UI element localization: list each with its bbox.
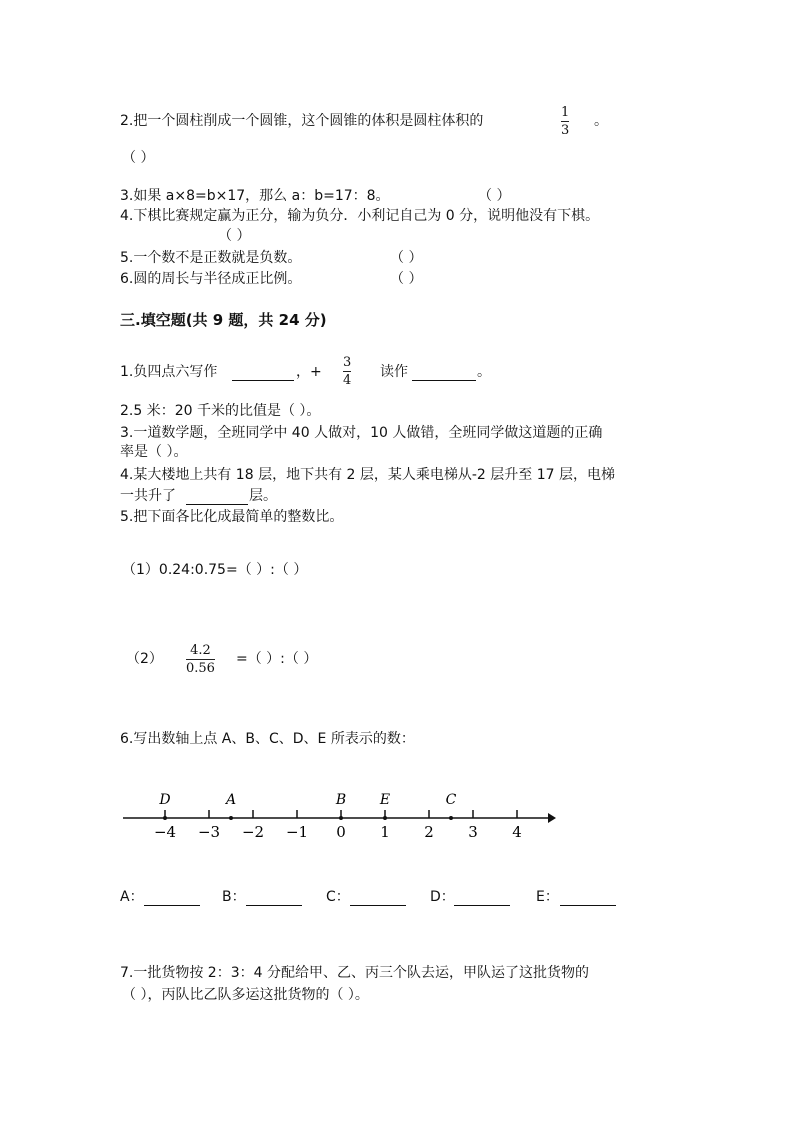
fraction-numerator: 1 <box>561 105 570 120</box>
fill-q1-blank-1[interactable] <box>232 366 294 381</box>
fill-q5-part2-rest: =（ ）:（ ） <box>236 651 318 667</box>
fraction-denominator: 4 <box>343 373 352 388</box>
fill-q4-line2-a: 一共升了 <box>120 488 176 504</box>
fraction-denominator: 3 <box>561 123 570 138</box>
number-line-tick-label: −3 <box>197 823 221 841</box>
number-line-point <box>383 816 387 820</box>
fraction-bar <box>186 659 215 660</box>
fill-q1-part-b: ，+ <box>296 364 322 380</box>
point-answer-label: A： <box>120 889 144 905</box>
point-answer-label: C： <box>326 889 350 905</box>
judge-q2-text: 2.把一个圆柱削成一个圆锥，这个圆锥的体积是圆柱体积的 <box>120 113 484 129</box>
fill-q5-text: 5.把下面各比化成最简单的整数比。 <box>120 509 344 525</box>
fill-q1-end: 。 <box>477 364 491 380</box>
point-answer-blank[interactable] <box>560 891 616 906</box>
number-line-arrow <box>548 813 556 823</box>
fill-q5-part2-fraction <box>186 643 215 676</box>
fill-q7-line1: 7.一批货物按 2：3：4 分配给甲、乙、丙三个队去运，甲队运了这批货物的 <box>120 965 589 981</box>
number-line-tick-label: −2 <box>241 823 265 841</box>
judge-q2-end: 。 <box>594 113 608 129</box>
judge-q3-text: 3.如果 a×8=b×17，那么 a：b=17：8。 <box>120 188 390 204</box>
fraction-numerator: 3 <box>343 355 352 370</box>
fill-q1-fraction <box>343 355 351 388</box>
judge-q6-paren[interactable]: （ ） <box>390 271 423 287</box>
fill-q5-part1: （1）0.24:0.75=（ ）:（ ） <box>122 562 308 578</box>
fill-q4-line1: 4.某大楼地上共有 18 层，地下共有 2 层，某人乘电梯从-2 层升至 17 层，电梯 <box>120 467 616 483</box>
number-line-point <box>163 816 167 820</box>
number-line-tick-label: −1 <box>285 823 309 841</box>
fill-q6-text: 6.写出数轴上点 A、B、C、D、E 所表示的数： <box>120 731 415 747</box>
point-answer-label: D： <box>430 889 455 905</box>
judge-q2-fraction <box>561 105 569 138</box>
number-line-tick-label: 1 <box>380 823 390 841</box>
point-answer-blank[interactable] <box>144 891 200 906</box>
point-answer-blank[interactable] <box>350 891 406 906</box>
number-line-point-label: B <box>335 792 347 808</box>
judge-q6-text: 6.圆的周长与半径成正比例。 <box>120 271 302 287</box>
judge-q4-paren[interactable]: （ ） <box>218 228 251 244</box>
fill-q1-blank-2[interactable] <box>412 366 476 381</box>
number-line-point-label: A <box>225 792 237 808</box>
judge-q3-paren[interactable]: （ ） <box>478 188 511 204</box>
fill-q3-line1: 3.一道数学题，全班同学中 40 人做对，10 人做错，全班同学做这道题的正确 <box>120 425 603 441</box>
point-answer-blank[interactable] <box>246 891 302 906</box>
fill-q5-part2-label: （2） <box>126 651 163 667</box>
fill-q3-line2: 率是（ ）。 <box>120 444 188 460</box>
fill-q4-blank[interactable] <box>186 490 248 505</box>
fraction-bar <box>561 121 569 122</box>
number-line-point-label: C <box>445 792 457 808</box>
number-line-point <box>449 816 453 820</box>
point-answer-label: B： <box>222 889 246 905</box>
fill-q1-part-c: 读作 <box>380 364 408 380</box>
number-line-point <box>339 816 343 820</box>
number-line-tick-label: −4 <box>153 823 177 841</box>
number-line-tick-label: 2 <box>424 823 434 841</box>
fill-q1-part-a: 1.负四点六写作 <box>120 364 218 380</box>
judge-q4-text: 4.下棋比赛规定赢为正分，输为负分．小利记自己为 0 分，说明他没有下棋。 <box>120 208 600 224</box>
number-line-tick-label: 0 <box>336 823 346 841</box>
section-title: 三.填空题(共 9 题，共 24 分) <box>120 311 327 329</box>
number-line-tick-label: 3 <box>468 823 478 841</box>
judge-q2-paren[interactable]: （ ） <box>122 150 155 166</box>
number-line-point <box>229 816 233 820</box>
number-line-point-label: E <box>379 792 391 808</box>
fraction-numerator: 4.2 <box>190 643 211 658</box>
number-line-point-label: D <box>159 792 171 808</box>
fill-q7-line2: （ ），丙队比乙队多运这批货物的（ ）。 <box>122 987 369 1003</box>
fill-q2-text: 2.5 米：20 千米的比值是（ ）。 <box>120 403 321 419</box>
fraction-bar <box>343 371 351 372</box>
number-line-tick-label: 4 <box>512 823 522 841</box>
point-answer-blank[interactable] <box>454 891 510 906</box>
number-line <box>0 780 794 860</box>
fill-q4-line2-b: 层。 <box>249 488 277 504</box>
fraction-denominator: 0.56 <box>186 661 215 676</box>
judge-q5-text: 5.一个数不是正数就是负数。 <box>120 250 302 266</box>
point-answer-label: E： <box>536 889 559 905</box>
judge-q5-paren[interactable]: （ ） <box>390 250 423 266</box>
